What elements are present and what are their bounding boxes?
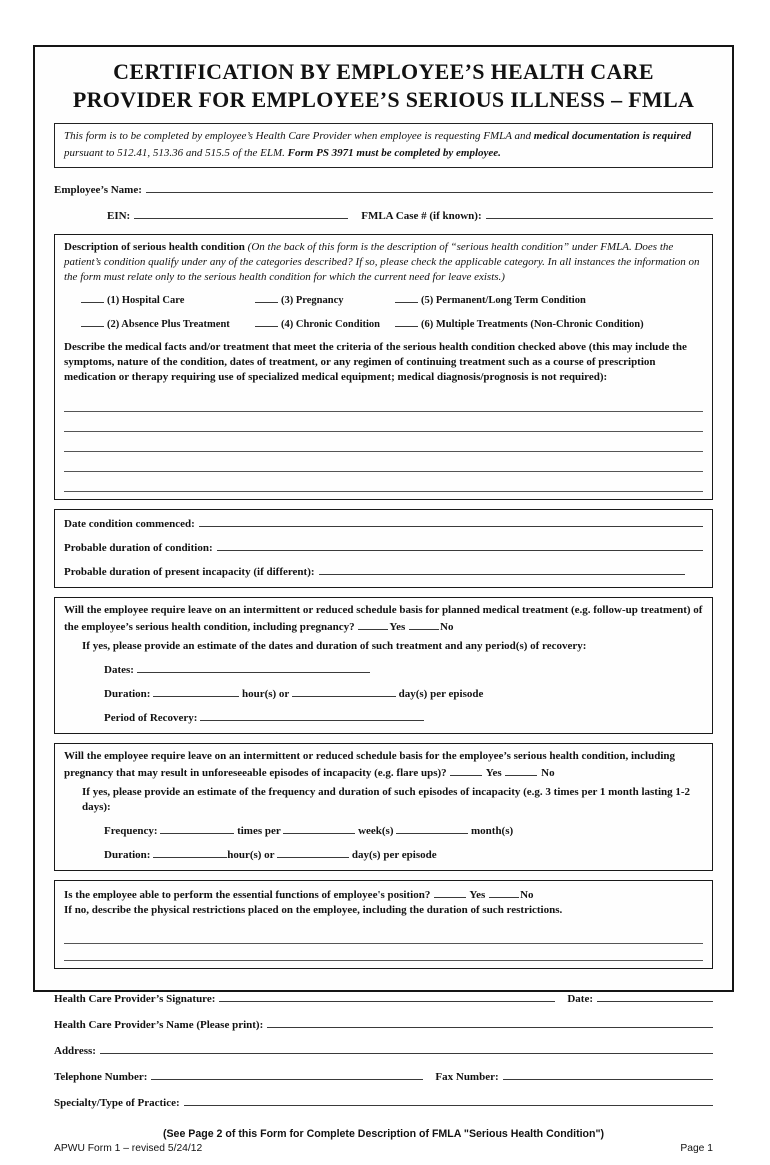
restrictions-writein-area	[64, 927, 703, 961]
present-incapacity-row	[64, 563, 703, 580]
category-row-1	[64, 291, 703, 308]
form-title	[54, 58, 713, 114]
category-3-checkbox[interactable]	[255, 291, 278, 303]
episodic-no-label: No	[541, 767, 555, 780]
planned-duration-days-field[interactable]	[292, 685, 396, 697]
date-commenced-label: Date condition commenced:	[64, 517, 195, 530]
address-row	[54, 1042, 713, 1059]
present-incapacity-label: Probable duration of present incapacity (if different):	[64, 566, 315, 578]
planned-duration-label: Duration:	[104, 687, 151, 700]
episodic-box	[54, 743, 713, 871]
specialty-field[interactable]	[184, 1094, 713, 1106]
episodic-no-field[interactable]	[505, 764, 537, 776]
episodic-hours-or-label: hour(s) or	[227, 849, 275, 862]
category-6-checkbox[interactable]	[395, 315, 418, 327]
provider-name-field[interactable]	[267, 1016, 713, 1028]
episodic-question-text: Will the employee require leave on an intermittent or reduced schedule basis for the employee’s serious health condition, including pregnancy that may result in unforeseeable episodes of incapacity (e.g. flare ups)?	[64, 750, 675, 780]
date-field[interactable]	[597, 990, 713, 1002]
phone-label: Telephone Number:	[54, 1071, 148, 1084]
frequency-times-field[interactable]	[160, 822, 234, 834]
employee-name-field[interactable]	[146, 181, 713, 193]
recovery-field[interactable]	[200, 709, 424, 721]
essential-yes-field[interactable]	[434, 886, 466, 898]
planned-duration-row	[104, 685, 703, 702]
date-commenced-field[interactable]	[199, 515, 703, 527]
category-5-checkbox[interactable]	[395, 291, 418, 303]
essential-no-label: No	[520, 889, 534, 902]
restrictions-line-2[interactable]	[64, 944, 703, 961]
episodic-yes-label: Yes	[485, 767, 502, 780]
frequency-months-field[interactable]	[396, 822, 468, 834]
see-page2-note: (See Page 2 of this Form for Complete Description of FMLA "Serious Health Condition")	[162, 1128, 605, 1141]
episodic-days-per-episode-label: day(s) per episode	[351, 849, 437, 862]
form-title-line2: PROVIDER FOR EMPLOYEE’S SERIOUS ILLNESS – FMLA	[72, 87, 695, 113]
planned-treatment-question	[64, 603, 703, 635]
category-3-label: (3) Pregnancy	[281, 295, 344, 307]
essential-functions-question-text: Is the employee able to perform the essential functions of employee's position?	[64, 889, 431, 902]
employee-name-label: Employee’s Name:	[54, 184, 142, 197]
essential-no-field[interactable]	[489, 886, 519, 898]
identity-section	[54, 181, 713, 224]
category-4-checkbox[interactable]	[255, 315, 278, 327]
months-label: month(s)	[471, 824, 514, 837]
ein-row	[54, 207, 713, 224]
category-4	[255, 315, 395, 332]
describe-facts-line-2[interactable]	[64, 412, 703, 432]
probable-duration-row	[64, 539, 703, 556]
instructions-notice: This form is to be completed by employee’s Health Care Provider when employee is requesting FMLA and medical documentation is required pursuant to 512.41, 513.36 and 515.5 of the ELM. Form PS 3971 must be completed by employee.	[54, 123, 713, 168]
probable-duration-field[interactable]	[217, 539, 703, 551]
form-id: APWU Form 1 – revised 5/24/12	[54, 1143, 203, 1155]
planned-treatment-question-text: Will the employee require leave on an intermittent or reduced schedule basis for planned medical treatment (e.g. follow-up treatment) of the employee’s serious health condition, including pregnancy?	[64, 604, 703, 634]
specialty-label: Specialty/Type of Practice:	[54, 1097, 180, 1110]
frequency-weeks-field[interactable]	[283, 822, 355, 834]
episodic-duration-days-field[interactable]	[277, 846, 349, 858]
essential-functions-box	[54, 880, 713, 968]
planned-hours-or-label: hour(s) or	[241, 687, 290, 700]
describe-facts-line-1[interactable]	[64, 392, 703, 412]
date-label: Date:	[567, 992, 593, 1005]
employee-name-row	[54, 181, 713, 198]
category-1-checkbox[interactable]	[81, 291, 104, 303]
phone-field[interactable]	[151, 1068, 423, 1080]
planned-treatment-no-field[interactable]	[409, 618, 439, 630]
weeks-label: week(s)	[358, 824, 394, 837]
episodic-question	[64, 749, 703, 781]
ein-field[interactable]	[134, 207, 348, 219]
times-per-label: times per	[237, 824, 281, 837]
category-row-2	[64, 315, 703, 332]
serious-condition-intro: Description of serious health condition (On the back of this form is the description of “serious health condition” under FMLA. Does the patient’s condition qualify under any of the categories described? If so, please check the applicable category. In all instances the information on the form must relate only to the serious health condition for which the current need for leave exists.)	[64, 240, 700, 283]
planned-treatment-box	[54, 597, 713, 734]
probable-duration-label: Probable duration of condition:	[64, 541, 213, 554]
phone-row	[54, 1068, 713, 1085]
specialty-row	[54, 1094, 713, 1111]
signature-label: Health Care Provider’s Signature:	[54, 992, 216, 1005]
recovery-row	[104, 709, 703, 726]
planned-treatment-yes-field[interactable]	[358, 618, 388, 630]
essential-functions-ifno: If no, describe the physical restrictions placed on the employee, including the duration of such restrictions.	[64, 904, 563, 917]
serious-condition-box	[54, 234, 713, 500]
planned-dates-row	[104, 661, 703, 678]
describe-facts-prompt: Describe the medical facts and/or treatment that meet the criteria of the serious health condition checked above (this may include the symptoms, nature of the condition, dates of treatment, or any regimen of continuing treatment such as a course of prescription medication or therapy requiring use of specialized medical equipment; medical diagnosis/prognosis is not required):	[64, 341, 687, 384]
fax-label: Fax Number:	[435, 1071, 499, 1084]
describe-facts-line-5[interactable]	[64, 472, 703, 492]
describe-facts-line-3[interactable]	[64, 432, 703, 452]
episodic-ifyes: If yes, please provide an estimate of the frequency and duration of such episodes of incapacity (e.g. 3 times per 1 month lasting 1-2 days):	[82, 785, 691, 813]
category-1	[81, 291, 255, 308]
provider-name-label: Health Care Provider’s Name (Please print):	[54, 1018, 264, 1031]
provider-section	[54, 990, 713, 1112]
category-2	[81, 315, 255, 332]
episodic-duration-hours-field[interactable]	[153, 846, 227, 858]
fax-field[interactable]	[503, 1068, 713, 1080]
category-2-checkbox[interactable]	[81, 315, 104, 327]
restrictions-line-1[interactable]	[64, 927, 703, 944]
category-6	[395, 315, 703, 332]
address-field[interactable]	[100, 1042, 713, 1054]
provider-name-row	[54, 1016, 713, 1033]
ein-label: EIN:	[107, 210, 131, 223]
form-title-line1: CERTIFICATION BY EMPLOYEE’S HEALTH CARE	[113, 59, 654, 84]
fmla-case-field[interactable]	[486, 207, 713, 219]
episodic-yes-field[interactable]	[450, 764, 482, 776]
category-5-label: (5) Permanent/Long Term Condition	[421, 295, 586, 307]
category-5	[395, 291, 703, 308]
signature-field[interactable]	[219, 990, 555, 1002]
episodic-duration-row	[104, 846, 703, 863]
episodic-duration-label: Duration:	[104, 849, 151, 862]
form-page	[33, 45, 734, 1155]
planned-days-per-episode-label: day(s) per episode	[398, 687, 484, 700]
category-1-label: (1) Hospital Care	[107, 295, 185, 307]
page-number: Page 1	[680, 1143, 713, 1155]
planned-treatment-yes-label: Yes	[389, 621, 406, 634]
category-3	[255, 291, 395, 308]
planned-treatment-no-label: No	[440, 621, 454, 634]
essential-yes-label: Yes	[469, 889, 486, 902]
recovery-label: Period of Recovery:	[104, 712, 198, 725]
present-incapacity-field[interactable]	[319, 563, 685, 575]
planned-dates-field[interactable]	[137, 661, 370, 673]
frequency-row	[104, 822, 703, 839]
planned-treatment-ifyes: If yes, please provide an estimate of the dates and duration of such treatment and any period(s) of recovery:	[82, 639, 587, 652]
footer-row	[54, 1142, 713, 1165]
describe-facts-writein-area	[64, 392, 703, 492]
planned-dates-label: Dates:	[104, 663, 134, 676]
category-6-label: (6) Multiple Treatments (Non-Chronic Condition)	[421, 318, 644, 330]
describe-facts-line-4[interactable]	[64, 452, 703, 472]
essential-functions-question	[64, 886, 703, 903]
category-4-label: (4) Chronic Condition	[281, 318, 380, 330]
address-label: Address:	[54, 1044, 96, 1057]
date-commenced-row	[64, 515, 703, 532]
category-2-label: (2) Absence Plus Treatment	[107, 318, 230, 330]
fmla-case-label: FMLA Case # (if known):	[361, 210, 482, 223]
signature-row	[54, 990, 713, 1007]
frequency-label: Frequency:	[104, 824, 158, 837]
condition-dates-box	[54, 509, 713, 589]
planned-duration-hours-field[interactable]	[153, 685, 239, 697]
